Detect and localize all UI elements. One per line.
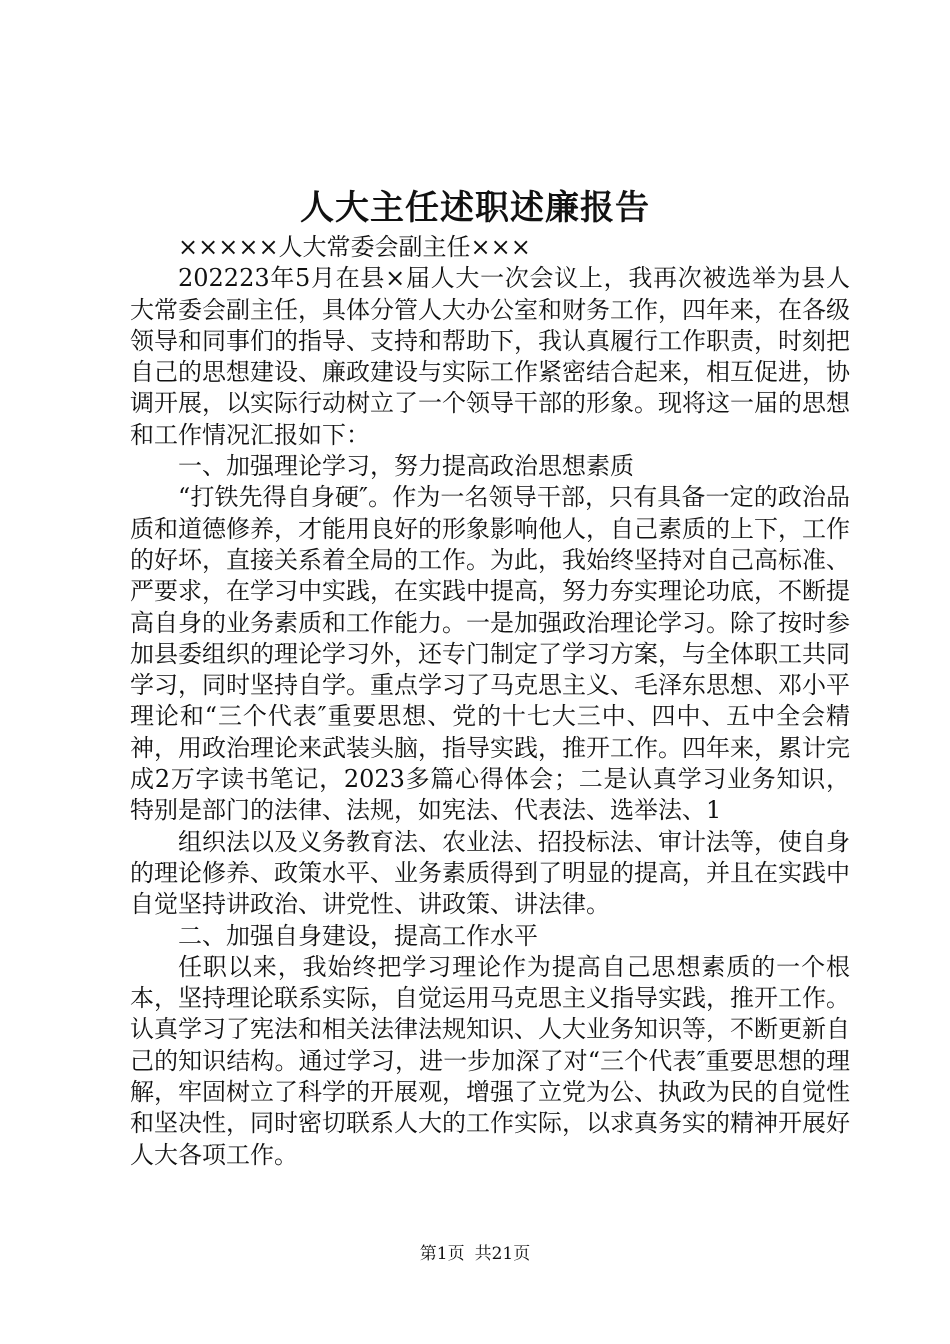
section-heading-1: 一、加强理论学习，努力提高政治思想素质 — [178, 452, 634, 481]
paragraph-section-1-continued: 组织法以及义务教育法、农业法、招投标法、审计法等，使自身的理论修养、政策水平、业务素质得到了明显的提高，并且在实践中自觉坚持讲政治、讲党性、讲政策、讲法律。 — [130, 827, 850, 919]
paragraph-section-2: 任职以来，我始终把学习理论作为提高自己思想素质的一个根本，坚持理论联系实际，自觉运用马克思主义指导实践，推开工作。认真学习了宪法和相关法律法规知识、人大业务知识等，不断更新自己的知识结构。通过学习，进一步加深了对“三个代表″重要思想的理解，牢固树立了科学的开展观，增强了立党为公、执政为民的自觉性和坚决性，同时密切联系人大的工作实际，以求真务实的精神开展好人大各项工作。 — [130, 952, 850, 1169]
page-number-total: 共21页 — [474, 1244, 531, 1264]
section-heading-2: 二、加强自身建设，提高工作水平 — [178, 921, 538, 950]
document-title: 人大主任述职述廉报告 — [300, 188, 650, 228]
page-footer — [0, 1242, 950, 1266]
author-line: ×××××人大常委会副主任××× — [178, 233, 531, 261]
document-body — [130, 232, 850, 1171]
page-number-current: 第1页 — [419, 1244, 465, 1264]
paragraph-intro: 202223年5月在县×届人大一次会议上，我再次被选举为县人大常委会副主任，具体分管人大办公室和财务工作，四年来，在各级领导和同事们的指导、支持和帮助下，我认真履行工作职责，时刻把自己的思想建设、廉政建设与实际工作紧密结合起来，相互促进，协调开展，以实际行动树立了一个领导干部的形象。现将这一届的思想和工作情况汇报如下： — [130, 264, 850, 449]
paragraph-section-1: “打铁先得自身硬″。作为一名领导干部，只有具备一定的政治品质和道德修养，才能用良好的形象影响他人，自己素质的上下，工作的好坏，直接关系着全局的工作。为此，我始终坚持对自己高标准、严要求，在学习中实践，在实践中提高，努力夯实理论功底，不断提高自身的业务素质和工作能力。一是加强政治理论学习。除了按时参加县委组织的理论学习外，还专门制定了学习方案，与全体职工共同学习，同时坚持自学。重点学习了马克思主义、毛泽东思想、邓小平理论和“三个代表″重要思想、党的十七大三中、四中、五中全会精神，用政治理论来武装头脑，指导实践，推开工作。四年来，累计完成2万字读书笔记，2023多篇心得体会；二是认真学习业务知识，特别是部门的法律、法规，如宪法、代表法、选举法、1 — [130, 483, 850, 825]
